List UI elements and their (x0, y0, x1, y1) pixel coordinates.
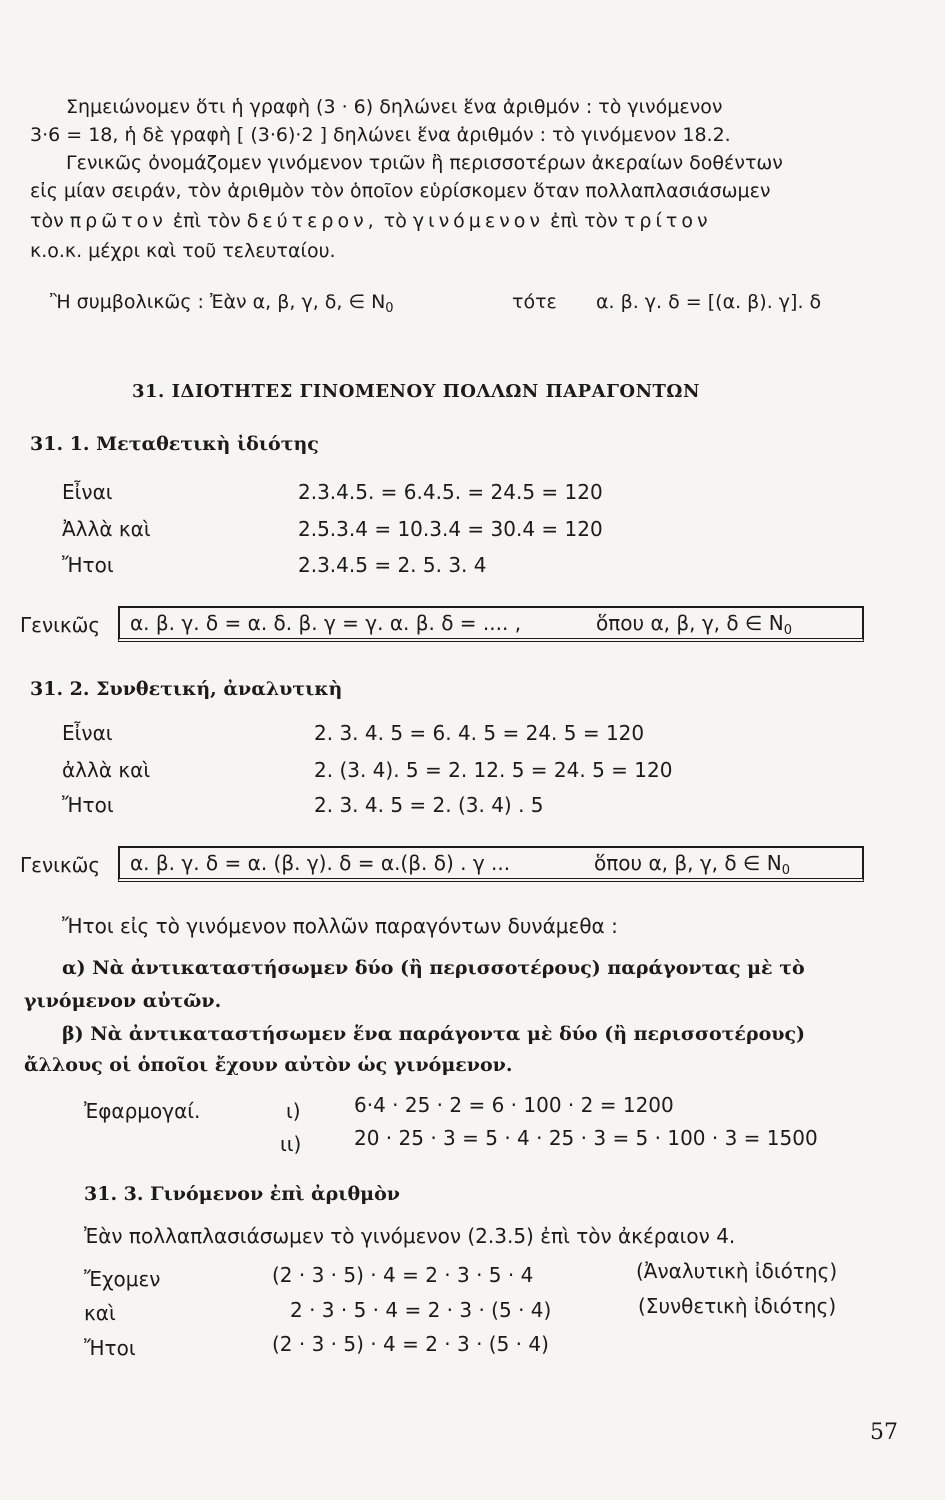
subscript: 0 (385, 301, 394, 316)
general-condition (596, 610, 792, 640)
row-expression: (2 · 3 · 5) · 4 = 2 · 3 · 5 · 4 (272, 1263, 534, 1287)
subsection-title-31-1: 31. 1. Μεταθετικὴ ἰδιότης (30, 433, 319, 455)
intro-text: τὸν (30, 210, 64, 232)
row-expression: (2 · 3 · 5) · 4 = 2 · 3 · (5 · 4) (272, 1332, 549, 1356)
section-heading: 31. ΙΔΙΟΤΗΤΕΣ ΓΙΝΟΜΕΝΟΥ ΠΟΛΛΩΝ ΠΑΡΑΓΟΝΤΩΝ (132, 381, 700, 402)
page-number: 57 (870, 1420, 898, 1445)
emphasis-word: πρῶτον (69, 210, 167, 232)
emphasis-word: δεύτερον, (246, 210, 378, 232)
row-expression: 2.5.3.4 = 10.3.4 = 30.4 = 120 (298, 517, 603, 541)
general-label: Γενικῶς (20, 613, 101, 637)
condition-text: ὅπου α, β, γ, δ ∈ N (594, 851, 782, 875)
row-label: Εἶναι (62, 721, 113, 745)
intro-line-5 (30, 208, 712, 234)
emphasis-word: γινόμενον (412, 210, 545, 232)
row-label: Εἶναι (62, 480, 113, 504)
row-expression: 2. 3. 4. 5 = 2. (3. 4) . 5 (314, 793, 544, 817)
row-label: Ἤτοι (62, 553, 114, 577)
symbolic-definition (50, 289, 394, 318)
applications-label: Ἐφαρμογαί. (84, 1099, 201, 1123)
subsection-title-31-2: 31. 2. Συνθετική, ἀναλυτικὴ (30, 678, 343, 700)
general-formula: α. β. γ. δ = α. (β. γ). δ = α.(β. δ) . γ ... (130, 851, 511, 875)
row-label: Ἤτοι (62, 793, 114, 817)
rule-a-line-1: α) Νὰ ἀντικαταστήσωμεν δύο (ἢ περισσοτέρους) παράγοντας μὲ τὸ (62, 957, 805, 979)
rule-a-line-2: γινόμενον αὐτῶν. (24, 990, 222, 1012)
intro-text: ἐπὶ τὸν (550, 210, 618, 232)
intro-line-1: Σημειώνομεν ὅτι ἡ γραφὴ (3 · 6) δηλώνει ἕνα ἀριθμόν : τὸ γινόμενον (66, 96, 723, 118)
intro-line-4: εἰς μίαν σειράν, τὸν ἀριθμὸν τὸν ὁποῖον εὑρίσκομεν ὅταν πολλαπλασιάσωμεν (30, 180, 771, 202)
intro-text: ἐπὶ τὸν (172, 210, 241, 232)
row-expression: 2.3.4.5 = 2. 5. 3. 4 (298, 553, 487, 577)
condition-text: ὅπου α, β, γ, δ ∈ N (596, 611, 784, 635)
application-number: ι) (286, 1099, 301, 1123)
s313-intro: Ἐὰν πολλαπλασιάσωμεν τὸ γινόμενον (2.3.5) ἐπὶ τὸν ἀκέραιον 4. (84, 1224, 736, 1248)
subsection-title-31-3: 31. 3. Γινόμενον ἐπὶ ἀριθμὸν (84, 1183, 400, 1205)
rule-b-line-1: β) Νὰ ἀντικαταστήσωμεν ἕνα παράγοντα μὲ δύο (ἢ περισσοτέρους) (62, 1023, 806, 1045)
general-formula: α. β. γ. δ = α. δ. β. γ = γ. α. β. δ = .... , (130, 611, 522, 635)
intro-line-2: 3·6 = 18, ἡ δὲ γραφὴ [ (3·6)·2 ] δηλώνει ἕνα ἀριθμόν : τὸ γινόμενον 18.2. (30, 124, 731, 146)
row-label: Ἤτοι (84, 1336, 136, 1360)
intro-line-6: κ.ο.κ. μέχρι καὶ τοῦ τελευταίου. (30, 240, 336, 262)
row-expression: 2 · 3 · 5 · 4 = 2 · 3 · (5 · 4) (290, 1298, 552, 1322)
general-label: Γενικῶς (20, 853, 101, 877)
row-label: ἀλλὰ καὶ (62, 758, 151, 782)
application-expression: 20 · 25 · 3 = 5 · 4 · 25 · 3 = 5 · 100 · 3 = 1500 (354, 1126, 818, 1150)
subscript: 0 (781, 863, 790, 878)
row-expression: 2. 3. 4. 5 = 6. 4. 5 = 24. 5 = 120 (314, 721, 645, 745)
symbolic-then: τότε (512, 291, 557, 313)
intro-line-3: Γενικῶς ὀνομάζομεν γινόμενον τριῶν ἢ περισσοτέρων ἀκεραίων δοθέντων (66, 152, 783, 174)
row-label: Ἀλλὰ καὶ (62, 517, 151, 541)
emphasis-word: τρίτον (623, 210, 712, 232)
symbolic-formula: α. β. γ. δ = [(α. β). γ]. δ (596, 291, 822, 313)
intro-text: τὸ (383, 210, 407, 232)
subscript: 0 (783, 623, 792, 638)
row-label: Ἔχομεν (84, 1267, 161, 1291)
rule-b-line-2: ἄλλους οἱ ὁποῖοι ἔχουν αὐτὸν ὡς γινόμενον. (24, 1054, 513, 1076)
application-expression: 6·4 · 25 · 2 = 6 · 100 · 2 = 1200 (354, 1093, 674, 1117)
powers-intro: Ἤτοι εἰς τὸ γινόμενον πολλῶν παραγόντων δυνάμεθα : (62, 914, 618, 938)
general-condition (594, 850, 790, 880)
application-number: ιι) (280, 1132, 302, 1156)
row-expression: 2. (3. 4). 5 = 2. 12. 5 = 24. 5 = 120 (314, 758, 673, 782)
row-expression: 2.3.4.5. = 6.4.5. = 24.5 = 120 (298, 480, 603, 504)
row-note: (Συνθετικὴ ἰδιότης) (638, 1294, 837, 1318)
symbolic-condition: Ἢ συμβολικῶς : Ἐὰν α, β, γ, δ, ∈ N (50, 291, 386, 313)
row-label: καὶ (84, 1301, 116, 1325)
row-note: (Ἀναλυτικὴ ἰδιότης) (636, 1259, 838, 1283)
